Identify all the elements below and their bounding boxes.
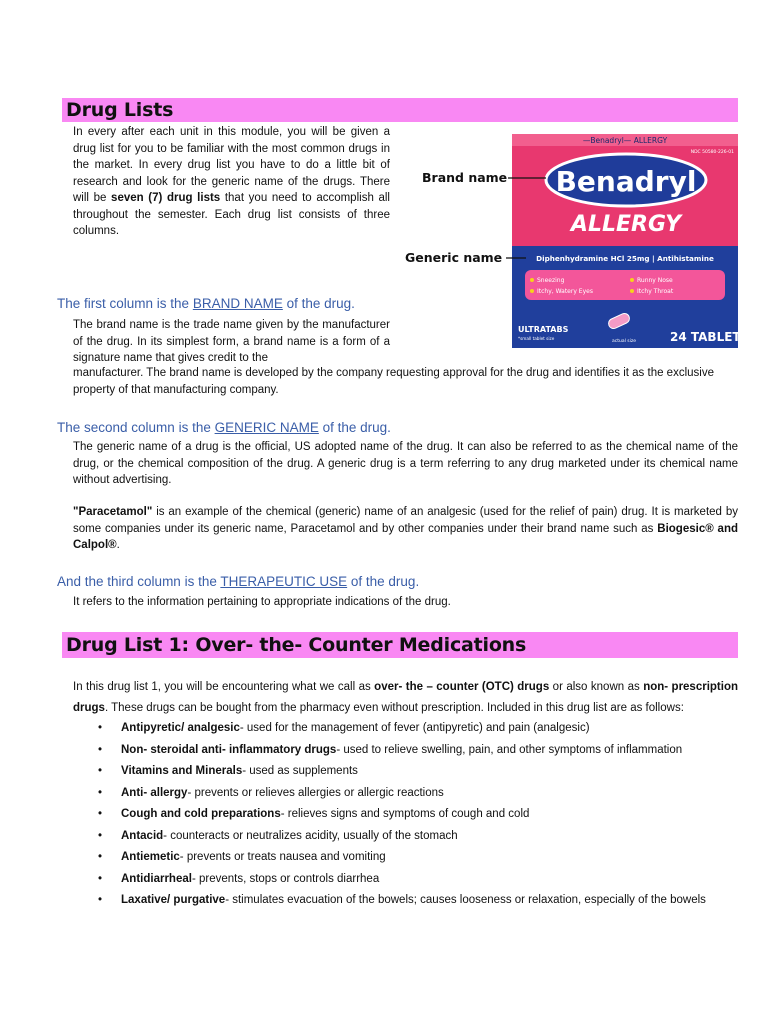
intro-text-2: that you need to accomplish all throughout the semester. Each drug list consists of three columns. [73,192,390,237]
otc-drug-list [98,718,738,912]
otc-intro-paragraph: In this drug list 1, you will be encountering what we call as over- the – counter (OTC) drugs or also known as non- prescription drugs. These drugs can be bought from the pharmacy even without prescription. Included in this drug list are as follows: [73,681,738,714]
paracetamol-example: "Paracetamol" is an example of the chemical (generic) name of an analgesic (used for the relief of pain) drug. It is marketed by some companies under its generic name, Paracetamol and by other companies under their brand name such as Biogesic® and Calpol®. [73,506,739,551]
list-item-desc: - counteracts or neutralizes acidity, usually of the stomach [163,829,458,842]
list-item-term: Antidiarrheal [121,872,192,885]
list-item [98,804,738,826]
svg-text:Itchy Throat: Itchy Throat [637,288,674,295]
bullet-icon: • [98,722,103,734]
brand-logo-text: Benadryl [555,165,697,198]
list-item-term: Cough and cold preparations [121,808,281,820]
intro-paragraph [73,124,390,240]
generic-name-paragraph: The generic name of a drug is the official, US adopted name of the drug. It can also be referred to as the chemical name of the drug, or the chemical composition of the drug. A generic drug is a term referring to any drug marketed under its chemical name without advertising. [73,441,738,486]
bullet-icon: • [98,743,103,756]
svg-text:Itchy, Watery Eyes: Itchy, Watery Eyes [537,288,593,295]
ndc-code: NDC 50580-226-01 [690,150,734,155]
ingredient-text: Diphenhydramine HCl 25mg | Antihistamine [536,254,714,263]
list-item [98,869,738,891]
list-item-desc: - used to relieve swelling, pain, and other symptoms of inflammation [336,743,683,756]
list-item-desc: - prevents, stops or controls diarrhea [191,872,380,885]
list-item [98,847,738,869]
list-item [98,740,738,762]
list-item-desc: - prevents or relieves allergies or allergic reactions [187,786,444,799]
bullet-icon: • [98,808,103,820]
list-item-desc: - stimulates evacuation of the bowels; causes looseness or relaxation, especially of the bowels [225,894,706,906]
list-item-term: Non- steroidal anti- inflammatory drugs [121,743,337,756]
bullet-icon: • [98,786,103,799]
list-item [98,718,738,740]
ultratabs-text: ULTRATABS [518,325,569,334]
brand-name-paragraph-a: The brand name is the trade name given by the manufacturer of the drug. In its simplest form, a brand name is a form of a signature name that gives credit to the [73,319,390,364]
section-header-drug-list-1 [62,632,738,658]
box-top-strip: —Benadryl— ALLERGY [582,136,668,145]
product-name-text: ALLERGY [570,212,682,237]
subheading-therapeutic-use: And the third column is the THERAPEUTIC USE of the drug. [57,574,420,589]
list-item [98,761,738,783]
list-item-desc: - relieves signs and symptoms of cough and cold [280,808,530,820]
symptoms-box [525,270,725,300]
list-item-term: Antipyretic/ analgesic [121,722,240,734]
list-item [98,783,738,805]
generic-name-link: GENERIC NAME [214,420,319,435]
brand-name-link: BRAND NAME [192,296,283,311]
list-item-term: Anti- allergy [121,786,188,799]
bullet-icon: • [98,851,103,863]
svg-text:Runny Nose: Runny Nose [637,277,673,284]
list-item-term: Laxative/ purgative [121,894,226,906]
brand-name-callout: Brand name [422,170,508,185]
generic-name-callout: Generic name [405,250,503,265]
tablet-count: 24 TABLETS [670,330,750,344]
list-item-term: Vitamins and Minerals [121,765,243,777]
benadryl-box-image [400,134,750,348]
list-item-desc: - used as supplements [242,765,358,777]
bullet-icon: • [98,765,103,777]
therapeutic-use-link: THERAPEUTIC USE [220,574,348,589]
brand-name-paragraph-b: manufacturer. The brand name is developed by the company requesting approval for the drug and identifies it as the exclusive property of that manufacturing company. [73,367,714,396]
list-item-term: Antacid [121,829,164,842]
intro-text-1: In every after each unit in this module, you will be given a drug list for you to be familiar with the most common drugs in the market. In every drug list you have to do a little bit of research and look for the generic name of the drugs. There will be [73,126,390,204]
actual-size-text: actual size [612,339,637,344]
list-item [98,826,738,848]
list-item-term: Antiemetic [121,851,180,863]
bullet-icon: • [98,894,103,906]
therapeutic-use-paragraph: It refers to the information pertaining to appropriate indications of the drug. [73,596,451,608]
subheading-brand-name: The first column is the BRAND NAME of the drug. [57,296,355,311]
list-item-desc: - used for the management of fever (antipyretic) and pain (analgesic) [239,722,590,734]
section-title: Drug List 1: Over- the- Counter Medications [66,634,527,656]
list-item [98,890,738,912]
bullet-icon: • [98,829,103,842]
intro-bold: seven (7) drug lists [111,192,221,204]
section-header-drug-lists [62,98,738,122]
subheading-generic-name: The second column is the GENERIC NAME of the drug. [57,420,391,435]
svg-text:Sneezing: Sneezing [537,277,565,284]
bullet-icon: • [98,872,103,885]
tablet-note: *small tablet size [518,336,555,341]
list-item-desc: - prevents or treats nausea and vomiting [179,851,386,863]
section-title: Drug Lists [66,99,174,121]
